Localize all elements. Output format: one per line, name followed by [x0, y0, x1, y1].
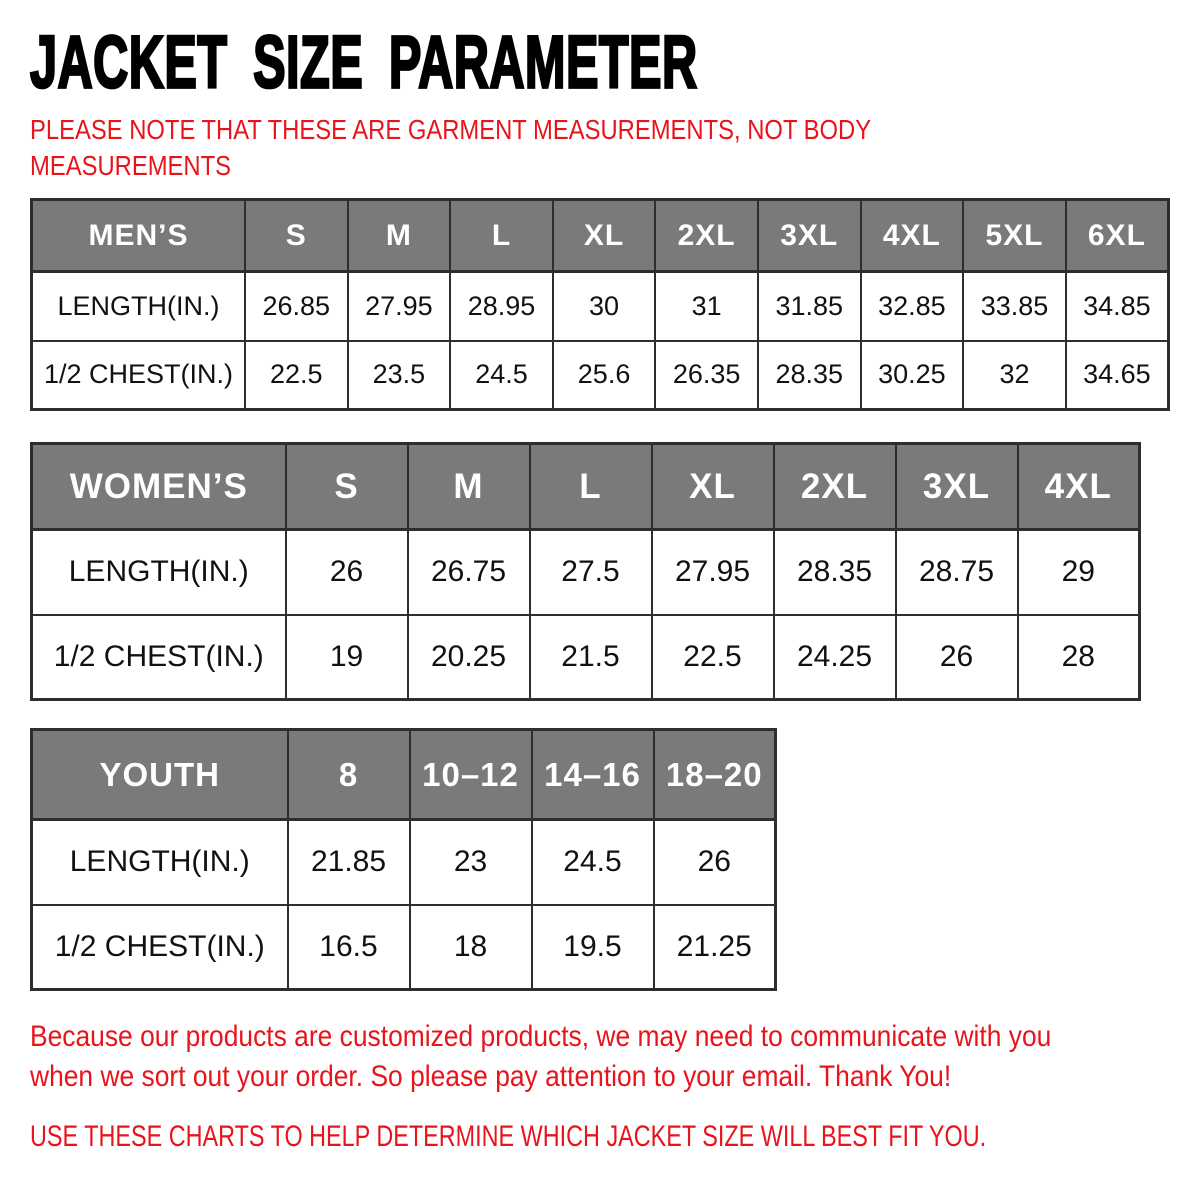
value-cell: 28.35	[774, 530, 896, 615]
value-cell: 24.5	[532, 820, 654, 905]
table-row	[32, 341, 1169, 410]
mens-size-table	[30, 198, 1170, 411]
value-cell: 25.6	[553, 341, 655, 410]
table-row	[32, 820, 776, 905]
row-label-cell: 1/2 CHEST(IN.)	[32, 905, 288, 990]
value-cell: 26	[896, 615, 1018, 700]
value-cell: 22.5	[652, 615, 774, 700]
note-line-1: PLEASE NOTE THAT THESE ARE GARMENT MEASUREMENTS, NOT BODY	[30, 114, 872, 145]
value-cell: 21.85	[288, 820, 410, 905]
value-cell: 29	[1018, 530, 1140, 615]
value-cell: 19.5	[532, 905, 654, 990]
size-header-cell: 3XL	[758, 200, 861, 272]
value-cell: 21.25	[654, 905, 776, 990]
value-cell: 18	[410, 905, 532, 990]
header-row	[32, 730, 776, 820]
table-row	[32, 272, 1169, 341]
size-header-cell: S	[245, 200, 348, 272]
size-header-cell: S	[286, 444, 408, 530]
value-cell: 34.85	[1066, 272, 1169, 341]
size-header-cell: 14–16	[532, 730, 654, 820]
value-cell: 30	[553, 272, 655, 341]
value-cell: 22.5	[245, 341, 348, 410]
value-cell: 28	[1018, 615, 1140, 700]
table-name-cell: MEN’S	[32, 200, 245, 272]
value-cell: 32.85	[861, 272, 964, 341]
size-header-cell: 18–20	[654, 730, 776, 820]
garment-measurement-note	[30, 112, 1170, 184]
size-header-cell: M	[408, 444, 530, 530]
value-cell: 26	[286, 530, 408, 615]
value-cell: 28.35	[758, 341, 861, 410]
customization-note	[30, 1017, 1170, 1097]
size-header-cell: 2XL	[655, 200, 758, 272]
value-cell: 34.65	[1066, 341, 1169, 410]
value-cell: 33.85	[963, 272, 1066, 341]
size-header-cell: XL	[652, 444, 774, 530]
womens-size-table	[30, 442, 1141, 701]
value-cell: 27.5	[530, 530, 652, 615]
table-row	[32, 905, 776, 990]
header-row	[32, 444, 1140, 530]
row-label-cell: LENGTH(IN.)	[32, 820, 288, 905]
value-cell: 23	[410, 820, 532, 905]
size-header-cell: 5XL	[963, 200, 1066, 272]
size-header-cell: 4XL	[1018, 444, 1140, 530]
usage-note-line: USE THESE CHARTS TO HELP DETERMINE WHICH JACKET SIZE WILL BEST FIT YOU.	[30, 1120, 987, 1153]
row-label-cell: LENGTH(IN.)	[32, 272, 245, 341]
value-cell: 21.5	[530, 615, 652, 700]
value-cell: 31.85	[758, 272, 861, 341]
value-cell: 26.85	[245, 272, 348, 341]
row-label-cell: 1/2 CHEST(IN.)	[32, 615, 286, 700]
size-header-cell: 6XL	[1066, 200, 1169, 272]
value-cell: 16.5	[288, 905, 410, 990]
size-header-cell: L	[530, 444, 652, 530]
size-header-cell: L	[450, 200, 553, 272]
page-title: JACKET SIZE PARAMETER	[30, 20, 698, 105]
value-cell: 32	[963, 341, 1066, 410]
size-header-cell: 4XL	[861, 200, 964, 272]
value-cell: 26.75	[408, 530, 530, 615]
customization-note-line-2: when we sort out your order. So please pay attention to your email. Thank You!	[30, 1060, 952, 1093]
customization-note-line-1: Because our products are customized products, we may need to communicate with you	[30, 1020, 1052, 1053]
size-header-cell: 2XL	[774, 444, 896, 530]
youth-size-table	[30, 728, 777, 991]
value-cell: 28.75	[896, 530, 1018, 615]
usage-note	[30, 1117, 1170, 1157]
size-header-cell: 3XL	[896, 444, 1018, 530]
table-row	[32, 615, 1140, 700]
table-name-cell: WOMEN’S	[32, 444, 286, 530]
value-cell: 28.95	[450, 272, 553, 341]
size-header-cell: 8	[288, 730, 410, 820]
value-cell: 27.95	[348, 272, 451, 341]
row-label-cell: LENGTH(IN.)	[32, 530, 286, 615]
value-cell: 24.25	[774, 615, 896, 700]
size-header-cell: 10–12	[410, 730, 532, 820]
size-header-cell: XL	[553, 200, 655, 272]
table-row	[32, 530, 1140, 615]
value-cell: 26.35	[655, 341, 758, 410]
value-cell: 30.25	[861, 341, 964, 410]
value-cell: 31	[655, 272, 758, 341]
value-cell: 27.95	[652, 530, 774, 615]
value-cell: 26	[654, 820, 776, 905]
value-cell: 23.5	[348, 341, 451, 410]
value-cell: 24.5	[450, 341, 553, 410]
footer-notes	[30, 1017, 1170, 1157]
size-header-cell: M	[348, 200, 451, 272]
header-row	[32, 200, 1169, 272]
value-cell: 20.25	[408, 615, 530, 700]
value-cell: 19	[286, 615, 408, 700]
row-label-cell: 1/2 CHEST(IN.)	[32, 341, 245, 410]
table-name-cell: YOUTH	[32, 730, 288, 820]
note-line-2: MEASUREMENTS	[30, 150, 231, 181]
